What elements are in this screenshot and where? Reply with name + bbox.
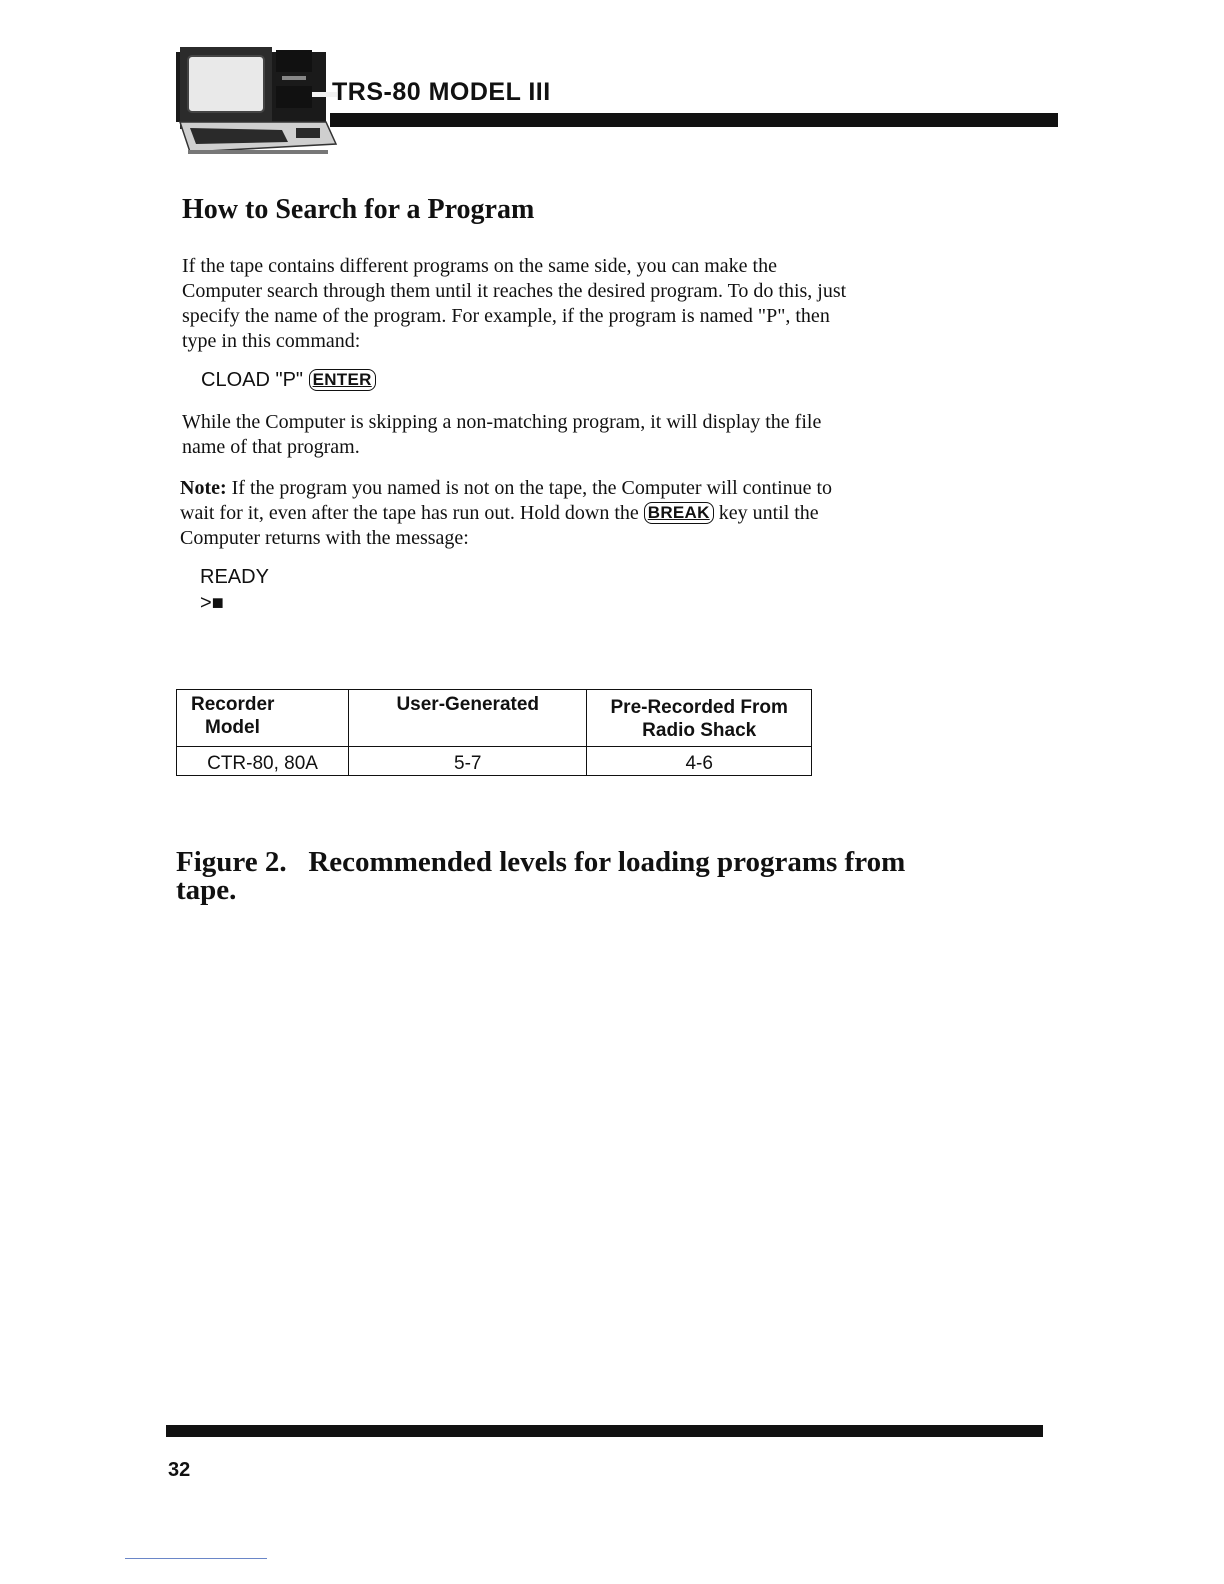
table-cell: CTR-80, 80A [177, 747, 349, 776]
header-text: Model [205, 717, 260, 738]
prompt-cursor: >■ [200, 592, 224, 614]
trs80-computer-icon [176, 44, 341, 159]
header-text: Pre-Recorded From [610, 697, 788, 718]
table-header-row [177, 690, 812, 747]
page-number: 32 [168, 1459, 191, 1481]
intro-line: type in this command: [182, 330, 361, 352]
ready-message: READY [200, 566, 269, 588]
enter-key-label: ENTER [312, 370, 372, 389]
command-text: CLOAD "P" [201, 369, 304, 391]
caption-line: Figure 2. Recommended levels for loading programs from [176, 846, 906, 878]
caption-line: tape. [176, 874, 237, 906]
skip-line: name of that program. [182, 436, 360, 458]
header-text: Recorder [191, 694, 275, 715]
note-line: wait for it, even after the tape has run out. Hold down the [180, 502, 639, 524]
table-row [177, 747, 812, 776]
table-cell: 4-6 [587, 747, 812, 776]
scan-edge-line [125, 1558, 267, 1559]
enter-key-icon [309, 369, 376, 391]
intro-line: specify the name of the program. For example, if the program is named "P", then [182, 305, 830, 327]
note-label: Note: [180, 477, 227, 499]
intro-line: If the tape contains different programs on the same side, you can make the [182, 255, 777, 277]
note-paragraph [180, 476, 900, 551]
footer-rule [166, 1425, 1043, 1437]
break-key-label: BREAK [647, 503, 710, 522]
note-line: If the program you named is not on the tape, the Computer will continue to [231, 477, 833, 499]
note-line: Computer returns with the message: [180, 527, 469, 549]
skip-paragraph [182, 410, 902, 460]
break-key-icon [644, 502, 714, 524]
header-title: TRS-80 MODEL III [332, 78, 551, 106]
section-heading: How to Search for a Program [182, 194, 535, 225]
cload-command [201, 369, 376, 392]
header-recorder-model [177, 690, 349, 747]
figure-caption [176, 846, 906, 906]
recorder-levels-table [176, 689, 812, 776]
header-text: User-Generated [396, 694, 540, 715]
header-user-generated [349, 690, 587, 747]
table-cell: 5-7 [349, 747, 587, 776]
note-line: key until the [718, 502, 819, 524]
header-text: Radio Shack [642, 720, 757, 741]
intro-line: Computer search through them until it reaches the desired program. To do this, just [182, 280, 847, 302]
header-pre-recorded [587, 690, 812, 747]
header-rule [330, 113, 1058, 127]
intro-paragraph [182, 254, 902, 354]
skip-line: While the Computer is skipping a non-matching program, it will display the file [182, 411, 822, 433]
